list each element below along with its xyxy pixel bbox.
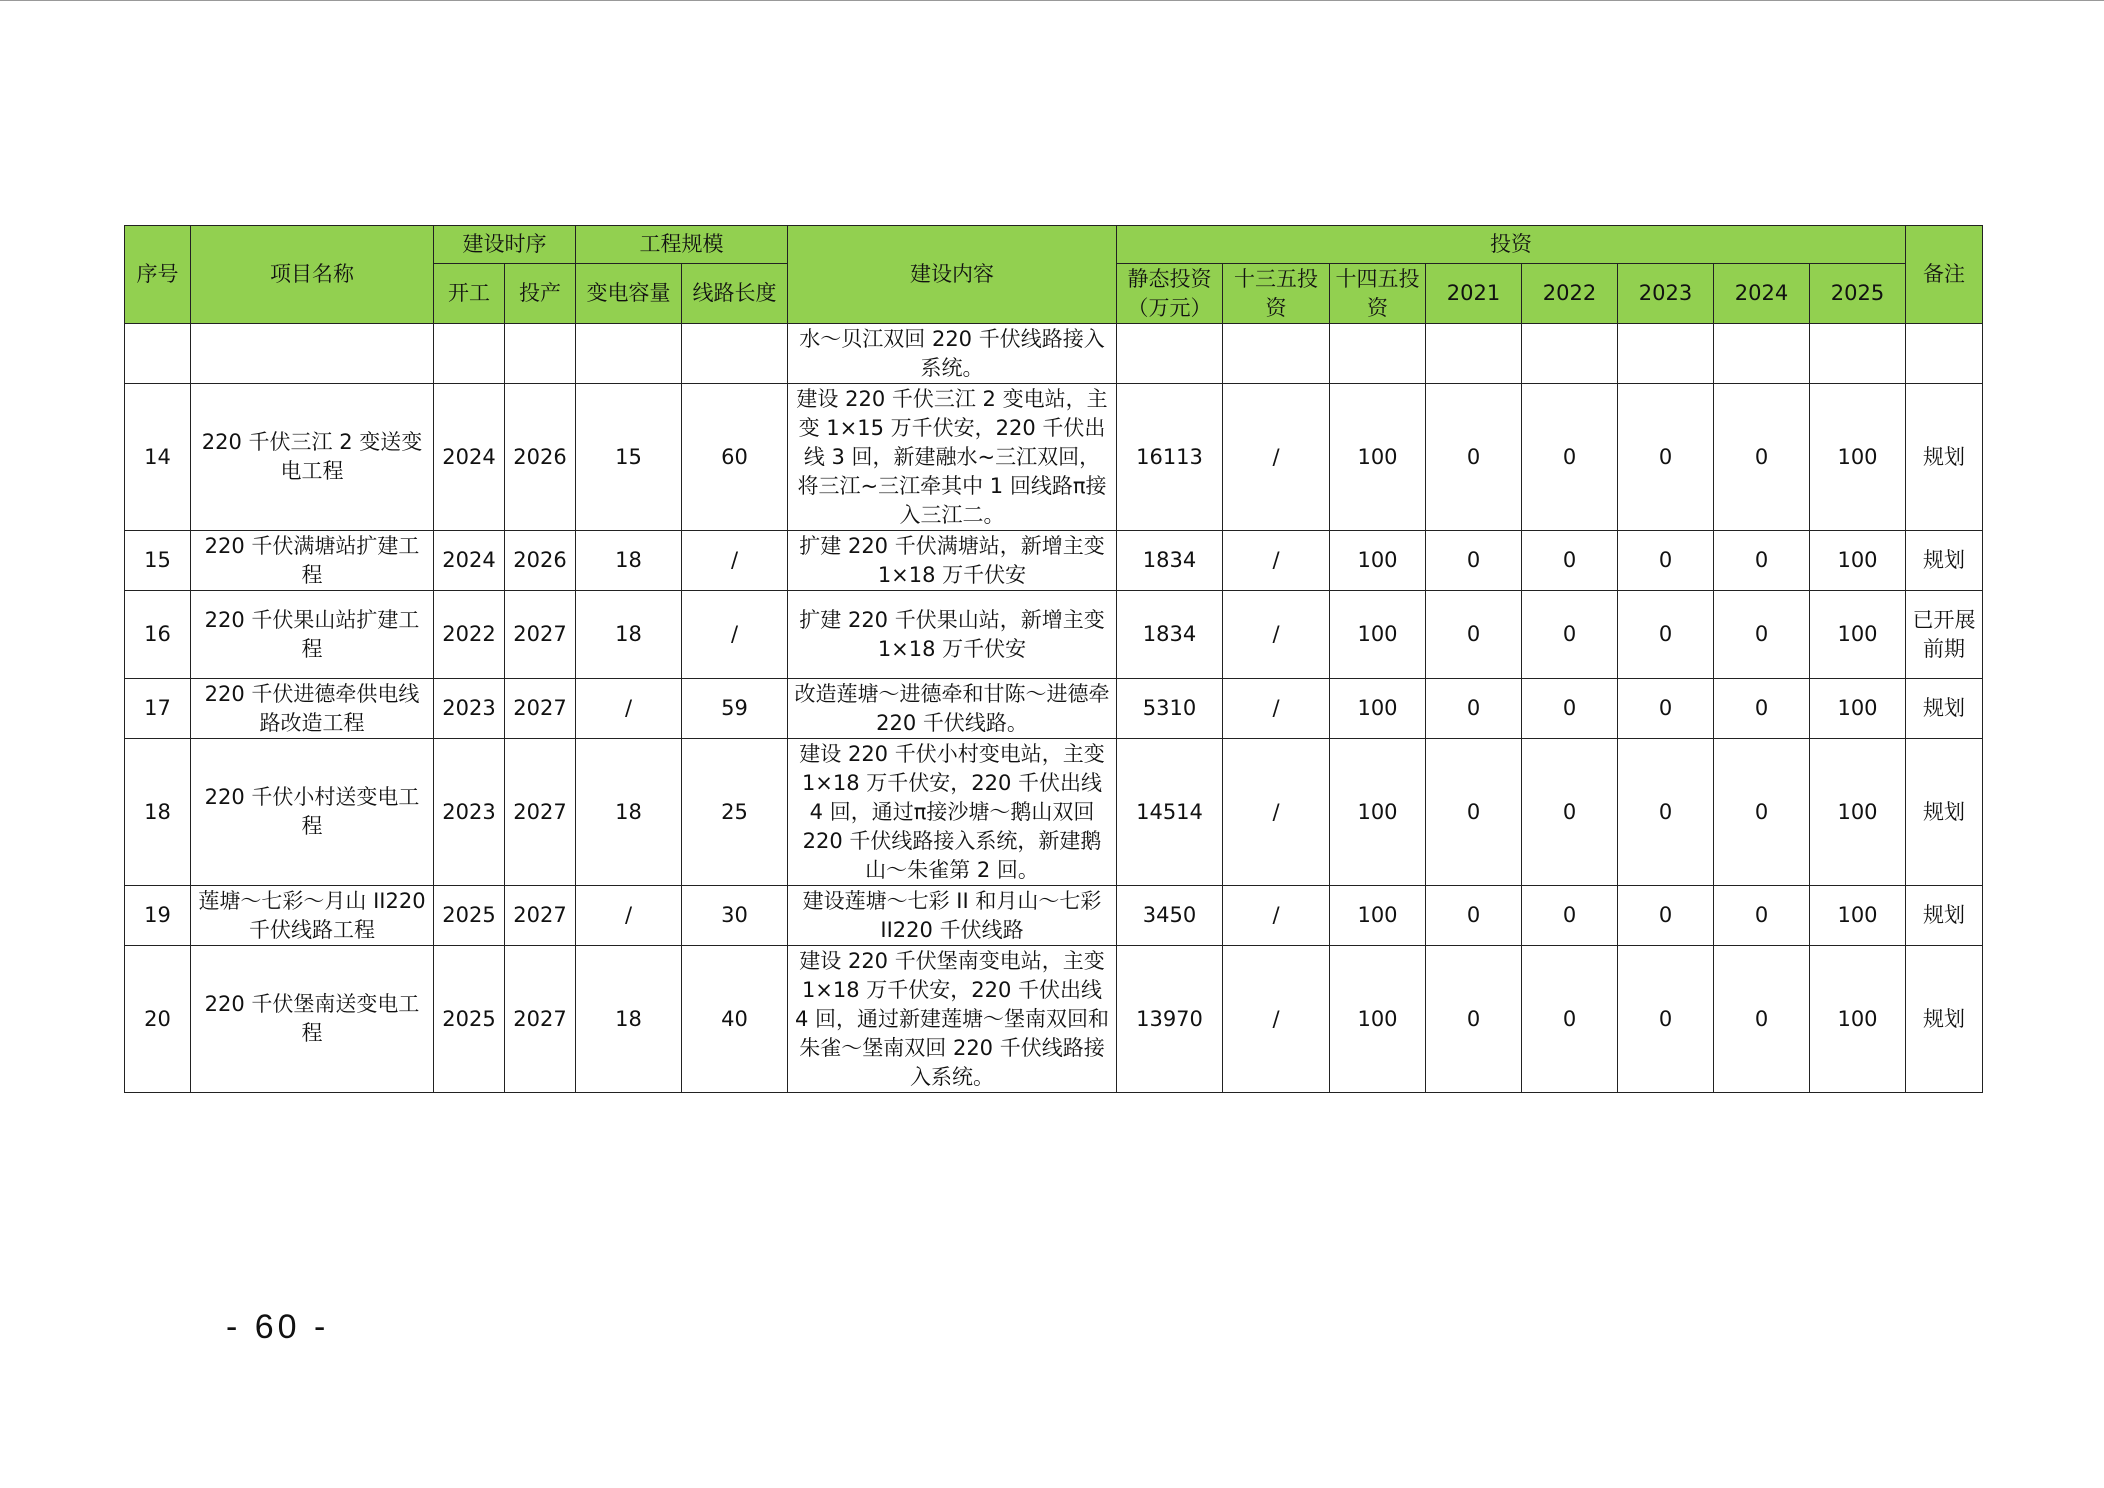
cell-project-name: 220 千伏满塘站扩建工程 [191, 531, 434, 591]
cell-static-investment: 13970 [1117, 946, 1223, 1093]
cell-plan13: / [1223, 531, 1330, 591]
cell-content: 改造莲塘～进德牵和甘陈～进德牵 220 千伏线路。 [788, 679, 1117, 739]
cell-plan13: / [1223, 739, 1330, 886]
table-row [125, 531, 1983, 591]
table-row [125, 886, 1983, 946]
header-content: 建设内容 [788, 226, 1117, 324]
cell-2023: 0 [1618, 886, 1714, 946]
cell-2023: 0 [1618, 384, 1714, 531]
cell-content: 扩建 220 千伏果山站，新增主变 1×18 万千伏安 [788, 591, 1117, 679]
table-row [125, 324, 1983, 384]
cell-operation: 2026 [505, 384, 576, 531]
header-2021: 2021 [1426, 264, 1522, 324]
cell-remarks [1906, 324, 1983, 384]
cell-operation: 2027 [505, 679, 576, 739]
cell-static-investment [1117, 324, 1223, 384]
cell-content: 建设 220 千伏三江 2 变电站，主变 1×15 万千伏安，220 千伏出线 3 回，新建融水~三江双回，将三江~三江牵其中 1 回线路π接入三江二。 [788, 384, 1117, 531]
header-start: 开工 [434, 264, 505, 324]
cell-2021: 0 [1426, 679, 1522, 739]
cell-capacity: 15 [576, 384, 682, 531]
cell-2025: 100 [1810, 739, 1906, 886]
page-top-border [0, 0, 2104, 1]
cell-remarks: 已开展前期 [1906, 591, 1983, 679]
cell-remarks: 规划 [1906, 531, 1983, 591]
cell-plan13: / [1223, 946, 1330, 1093]
cell-capacity: 18 [576, 591, 682, 679]
cell-plan13: / [1223, 886, 1330, 946]
cell-2024: 0 [1714, 946, 1810, 1093]
cell-start: 2023 [434, 739, 505, 886]
cell-project-name [191, 324, 434, 384]
cell-start: 2024 [434, 384, 505, 531]
cell-2024: 0 [1714, 886, 1810, 946]
cell-seq: 19 [125, 886, 191, 946]
table-header [125, 226, 1983, 324]
header-operation: 投产 [505, 264, 576, 324]
cell-content: 建设 220 千伏小村变电站，主变 1×18 万千伏安，220 千伏出线 4 回，通过π接沙塘～鹅山双回 220 千伏线路接入系统，新建鹅山～朱雀第 2 回。 [788, 739, 1117, 886]
cell-remarks: 规划 [1906, 679, 1983, 739]
cell-capacity: / [576, 679, 682, 739]
cell-remarks: 规划 [1906, 739, 1983, 886]
header-seq: 序号 [125, 226, 191, 324]
table-row [125, 384, 1983, 531]
cell-2024 [1714, 324, 1810, 384]
cell-2023: 0 [1618, 946, 1714, 1093]
header-schedule: 建设时序 [434, 226, 576, 264]
cell-operation: 2027 [505, 946, 576, 1093]
cell-plan13: / [1223, 679, 1330, 739]
table-body [125, 324, 1983, 1093]
cell-2023 [1618, 324, 1714, 384]
cell-capacity: 18 [576, 946, 682, 1093]
header-2025: 2025 [1810, 264, 1906, 324]
project-investment-table [124, 225, 1983, 1093]
cell-remarks: 规划 [1906, 384, 1983, 531]
cell-2021: 0 [1426, 384, 1522, 531]
cell-line-length [682, 324, 788, 384]
cell-2025: 100 [1810, 886, 1906, 946]
cell-2025: 100 [1810, 679, 1906, 739]
cell-seq: 14 [125, 384, 191, 531]
cell-2021: 0 [1426, 886, 1522, 946]
cell-capacity [576, 324, 682, 384]
cell-static-investment: 1834 [1117, 591, 1223, 679]
cell-2022: 0 [1522, 679, 1618, 739]
cell-seq: 17 [125, 679, 191, 739]
cell-seq: 20 [125, 946, 191, 1093]
cell-static-investment: 16113 [1117, 384, 1223, 531]
page-number: - 60 - [226, 1308, 330, 1346]
cell-static-investment: 5310 [1117, 679, 1223, 739]
cell-operation: 2027 [505, 591, 576, 679]
cell-2022: 0 [1522, 739, 1618, 886]
cell-plan14: 100 [1330, 531, 1426, 591]
cell-start [434, 324, 505, 384]
cell-2022: 0 [1522, 886, 1618, 946]
cell-start: 2025 [434, 886, 505, 946]
cell-plan13 [1223, 324, 1330, 384]
cell-seq: 16 [125, 591, 191, 679]
cell-seq [125, 324, 191, 384]
cell-2024: 0 [1714, 384, 1810, 531]
cell-2025: 100 [1810, 591, 1906, 679]
cell-2024: 0 [1714, 679, 1810, 739]
cell-operation: 2027 [505, 886, 576, 946]
cell-line-length: 40 [682, 946, 788, 1093]
cell-start: 2023 [434, 679, 505, 739]
cell-static-investment: 1834 [1117, 531, 1223, 591]
cell-static-investment: 3450 [1117, 886, 1223, 946]
cell-capacity: 18 [576, 531, 682, 591]
cell-2022: 0 [1522, 531, 1618, 591]
header-plan13: 十三五投资 [1223, 264, 1330, 324]
cell-plan14: 100 [1330, 679, 1426, 739]
cell-line-length: 30 [682, 886, 788, 946]
header-2023: 2023 [1618, 264, 1714, 324]
cell-2021: 0 [1426, 591, 1522, 679]
cell-line-length: 60 [682, 384, 788, 531]
cell-project-name: 220 千伏堡南送变电工程 [191, 946, 434, 1093]
cell-2025: 100 [1810, 531, 1906, 591]
cell-remarks: 规划 [1906, 946, 1983, 1093]
header-investment: 投资 [1117, 226, 1906, 264]
cell-line-length: / [682, 591, 788, 679]
cell-plan14: 100 [1330, 886, 1426, 946]
cell-content: 建设莲塘～七彩 II 和月山～七彩 II220 千伏线路 [788, 886, 1117, 946]
cell-2023: 0 [1618, 591, 1714, 679]
cell-2022: 0 [1522, 591, 1618, 679]
header-2024: 2024 [1714, 264, 1810, 324]
cell-seq: 15 [125, 531, 191, 591]
cell-2021: 0 [1426, 531, 1522, 591]
header-plan14: 十四五投资 [1330, 264, 1426, 324]
cell-2025: 100 [1810, 384, 1906, 531]
cell-start: 2024 [434, 531, 505, 591]
cell-2025: 100 [1810, 946, 1906, 1093]
cell-static-investment: 14514 [1117, 739, 1223, 886]
cell-plan14 [1330, 324, 1426, 384]
cell-operation: 2026 [505, 531, 576, 591]
cell-2023: 0 [1618, 679, 1714, 739]
cell-plan14: 100 [1330, 384, 1426, 531]
cell-seq: 18 [125, 739, 191, 886]
cell-plan13: / [1223, 384, 1330, 531]
table-row [125, 946, 1983, 1093]
cell-capacity: 18 [576, 739, 682, 886]
cell-project-name: 220 千伏小村送变电工程 [191, 739, 434, 886]
table-row [125, 739, 1983, 886]
cell-2021 [1426, 324, 1522, 384]
cell-project-name: 220 千伏进德牵供电线路改造工程 [191, 679, 434, 739]
cell-2023: 0 [1618, 739, 1714, 886]
cell-2021: 0 [1426, 739, 1522, 886]
header-2022: 2022 [1522, 264, 1618, 324]
cell-2025 [1810, 324, 1906, 384]
header-scale: 工程规模 [576, 226, 788, 264]
cell-capacity: / [576, 886, 682, 946]
header-project-name: 项目名称 [191, 226, 434, 324]
cell-plan14: 100 [1330, 946, 1426, 1093]
cell-content: 建设 220 千伏堡南变电站，主变 1×18 万千伏安，220 千伏出线 4 回，通过新建莲塘～堡南双回和朱雀～堡南双回 220 千伏线路接入系统。 [788, 946, 1117, 1093]
cell-2022 [1522, 324, 1618, 384]
cell-content: 水～贝江双回 220 千伏线路接入系统。 [788, 324, 1117, 384]
cell-start: 2022 [434, 591, 505, 679]
cell-project-name: 220 千伏果山站扩建工程 [191, 591, 434, 679]
cell-2022: 0 [1522, 946, 1618, 1093]
cell-2021: 0 [1426, 946, 1522, 1093]
cell-line-length: / [682, 531, 788, 591]
cell-content: 扩建 220 千伏满塘站，新增主变 1×18 万千伏安 [788, 531, 1117, 591]
cell-start: 2025 [434, 946, 505, 1093]
table-row [125, 591, 1983, 679]
header-line-length: 线路长度 [682, 264, 788, 324]
cell-project-name: 220 千伏三江 2 变送变电工程 [191, 384, 434, 531]
cell-plan13: / [1223, 591, 1330, 679]
cell-remarks: 规划 [1906, 886, 1983, 946]
header-capacity: 变电容量 [576, 264, 682, 324]
cell-2024: 0 [1714, 531, 1810, 591]
header-static-investment: 静态投资（万元） [1117, 264, 1223, 324]
table-row [125, 679, 1983, 739]
cell-operation: 2027 [505, 739, 576, 886]
cell-line-length: 25 [682, 739, 788, 886]
cell-2023: 0 [1618, 531, 1714, 591]
cell-2024: 0 [1714, 591, 1810, 679]
cell-project-name: 莲塘～七彩～月山 II220 千伏线路工程 [191, 886, 434, 946]
cell-line-length: 59 [682, 679, 788, 739]
header-remarks: 备注 [1906, 226, 1983, 324]
cell-plan14: 100 [1330, 739, 1426, 886]
cell-plan14: 100 [1330, 591, 1426, 679]
cell-2024: 0 [1714, 739, 1810, 886]
cell-2022: 0 [1522, 384, 1618, 531]
cell-operation [505, 324, 576, 384]
